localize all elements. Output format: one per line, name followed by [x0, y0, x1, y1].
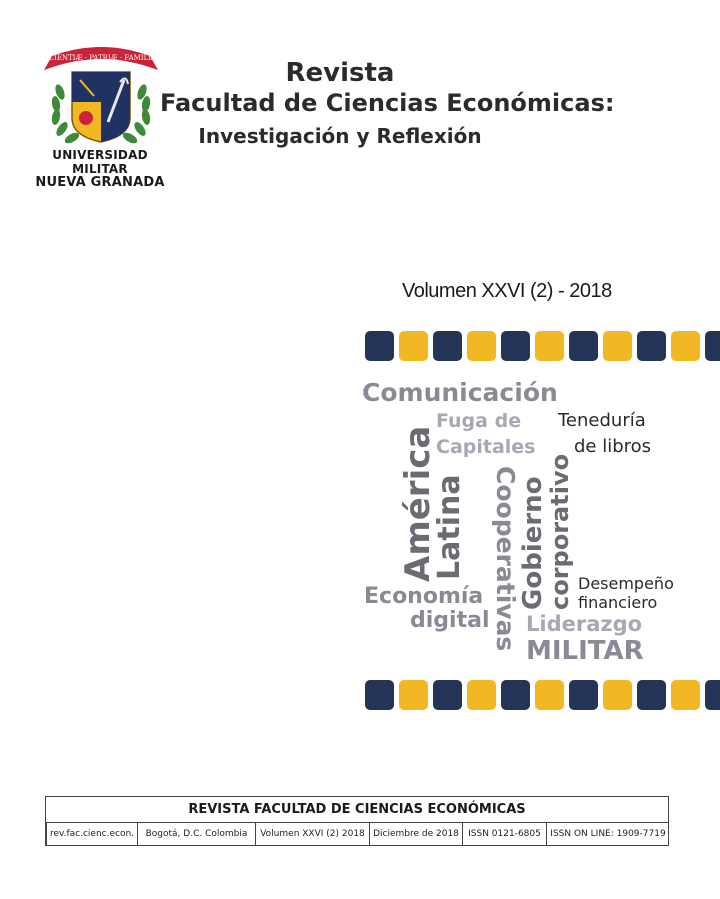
square-navy [433, 680, 462, 710]
word-cooperativas: Cooperativas [491, 466, 520, 652]
volume-label: Volumen XXVI (2) - 2018 [402, 280, 612, 302]
square-navy [501, 680, 530, 710]
square-navy [705, 331, 720, 361]
square-gold [399, 331, 428, 361]
word-financiero: financiero [578, 593, 658, 612]
word-america: América [398, 425, 438, 582]
square-navy [365, 331, 394, 361]
footer-cell-issn-online: ISSN ON LINE: 1909-7719 [546, 823, 669, 846]
square-gold [467, 680, 496, 710]
square-navy [569, 680, 598, 710]
word-fuga-de: Fuga de [436, 410, 522, 432]
university-logo [38, 40, 164, 150]
square-gold [603, 680, 632, 710]
square-navy [569, 331, 598, 361]
square-gold [399, 680, 428, 710]
word-de-libros: de libros [574, 436, 652, 457]
square-navy [637, 680, 666, 710]
footer-cell-date: Diciembre de 2018 [369, 823, 462, 846]
word-comunicacion: Comunicación [362, 378, 558, 407]
word-liderazgo: Liderazgo [526, 612, 643, 636]
footer-info-table [45, 796, 669, 846]
word-economia: Economía [364, 584, 484, 609]
word-teneduria: Teneduría [558, 410, 646, 431]
square-gold [603, 331, 632, 361]
word-latina: Latina [432, 474, 467, 580]
word-militar: MILITAR [526, 636, 644, 666]
university-name-line1: UNIVERSIDAD MILITAR [52, 148, 148, 176]
university-name-line2: NUEVA GRANADA [35, 175, 165, 190]
square-gold [535, 680, 564, 710]
word-desempeno: Desempeño [578, 574, 674, 593]
square-navy [501, 331, 530, 361]
top-square-band [365, 331, 720, 361]
square-gold [467, 331, 496, 361]
footer-cell-abbrev: rev.fac.cienc.econ. [46, 823, 137, 846]
footer-title: REVISTA FACULTAD DE CIENCIAS ECONÓMICAS [46, 797, 668, 823]
bottom-square-band [365, 680, 720, 710]
title-line-revista: Revista [285, 58, 395, 88]
footer-cell-issn: ISSN 0121-6805 [462, 823, 546, 846]
word-capitales: Capitales [436, 436, 536, 458]
university-name [34, 148, 166, 190]
word-digital: digital [410, 608, 490, 633]
footer-cell-city: Bogotá, D.C. Colombia [137, 823, 255, 846]
title-line-subtitle: Investigación y Reflexión [198, 124, 482, 148]
footer-cell-volume: Volumen XXVI (2) 2018 [255, 823, 369, 846]
square-navy [705, 680, 720, 710]
logo-crest-icon [38, 40, 164, 150]
square-gold [671, 680, 700, 710]
square-gold [535, 331, 564, 361]
motto-text: SCIENTIÆ · PATRIÆ · FAMILIÆ [43, 54, 159, 62]
word-corporativo: corporativo [546, 453, 574, 610]
word-gobierno: Gobierno [518, 476, 548, 610]
square-gold [671, 331, 700, 361]
square-navy [365, 680, 394, 710]
square-navy [637, 331, 666, 361]
square-navy [433, 331, 462, 361]
title-line-faculty: Facultad de Ciencias Económicas: [160, 89, 615, 117]
journal-title [160, 58, 615, 152]
